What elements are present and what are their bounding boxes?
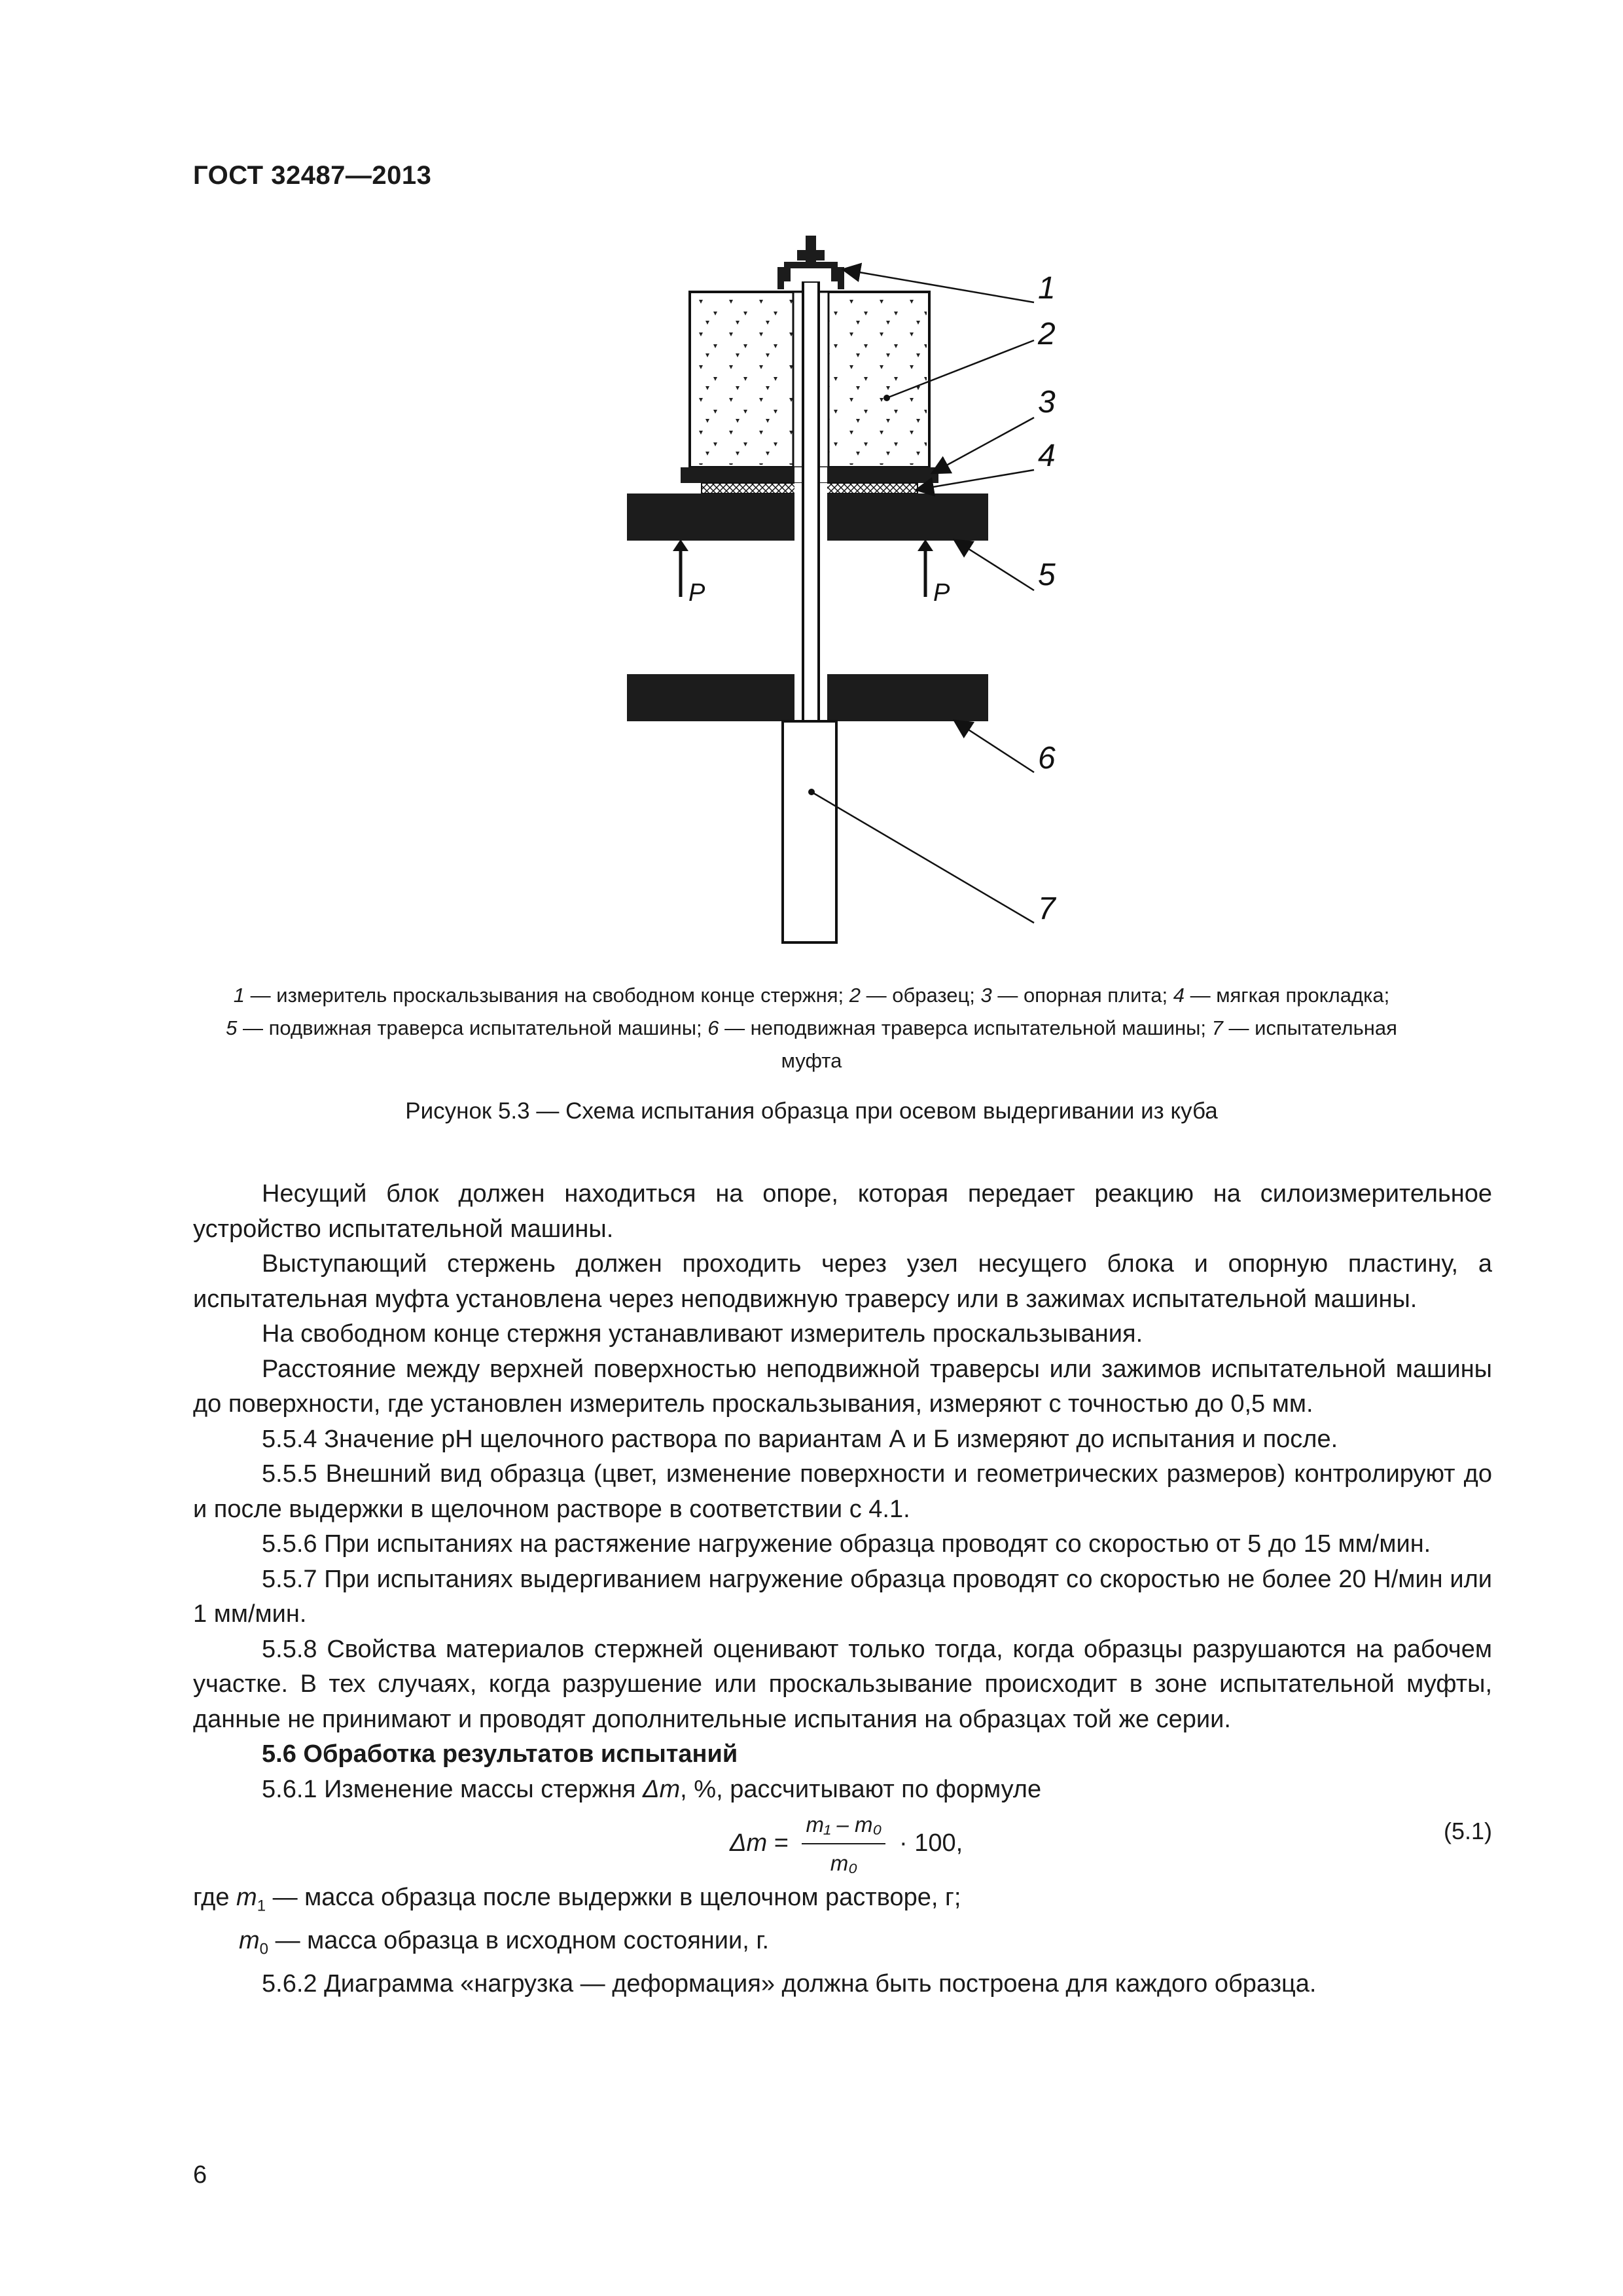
delta-m-symbol: Δm [643,1775,681,1803]
test-scheme-figure [0,0,1623,982]
clause-5-6-2: 5.6.2 Диаграмма «нагрузка — деформация» должна быть построена для каждого образца. [262,1970,1317,1998]
clause-5-5-4: 5.5.4 Значение рН щелочного раствора по вариантам А и Б измеряют до испытания и после. [262,1425,1338,1453]
clause-text: 5.6.1 Изменение массы стержня [262,1775,643,1803]
var-sub: 0 [259,1940,269,1958]
var-m: m [236,1884,257,1911]
clause-5-5-5: 5.5.5 Внешний вид образца (цвет, изменение поверхности и геометрических размеров) контролируют до и после выдержки в щелочном растворе в соответствии с 4.1. [193,1460,1492,1523]
page-number: 6 [193,2161,207,2189]
body-text [193,1177,1492,2002]
clause-5-5-8: 5.5.8 Свойства материалов стержней оценивают только тогда, когда образцы разрушаются на рабочем участке. В тех случаях, когда разрушение или проскальзывание происходит в зоне испытательной муфты, данные не принимают и проводят дополнительные испытания на образцах той же серии. [193,1635,1492,1733]
section-heading: 5.6 Обработка результатов испытаний [262,1740,738,1768]
force-label-left: P [688,579,705,607]
test-bar [803,281,819,721]
formula-lhs: Δm [730,1829,768,1857]
var-sub: 1 [257,1897,266,1915]
test-coupling [783,721,836,942]
paragraph: Расстояние между верхней поверхностью неподвижной траверсы или зажимов испытательной машины до поверхности, где установлен измеритель проскальзывания, измеряют с точностью до 0,5 мм. [193,1355,1492,1418]
legend-text: — образец; [861,984,981,1007]
leader-line-7 [812,792,1034,923]
formula-equals: = [767,1829,796,1857]
legend-num: 1 [233,984,245,1007]
formula [730,1807,963,1880]
legend-text: — подвижная траверса испытательной машины; [237,1016,708,1039]
figure-legend-line-1 [196,979,1427,1012]
clause-5-6-1 [193,1772,1492,1808]
callout-3: 3 [1038,385,1056,420]
callout-7: 7 [1038,891,1056,926]
formula-fraction [802,1807,885,1881]
formula-number: (5.1) [1443,1818,1492,1844]
legend-text: — испытательная [1222,1016,1397,1039]
leader-line-6 [955,721,1034,772]
load-arrow-right [918,539,933,597]
var-m: m [239,1927,260,1955]
load-arrow-left [673,539,688,597]
legend-num: 7 [1211,1016,1223,1039]
paragraph: Выступающий стержень должен проходить через узел несущего блока и опорную пластину, а испытательная муфта установлена через неподвижную траверсу или в зажимах испытательной машины. [193,1250,1492,1313]
paragraph: Несущий блок должен находиться на опоре, которая передает реакцию на силоизмерительное устройство испытательной машины. [193,1180,1492,1243]
figure-legend-line-3: муфта [781,1049,842,1072]
where-prefix: где [193,1884,237,1911]
where-m0 [193,1924,1492,1967]
clause-5-5-6: 5.5.6 При испытаниях на растяжение нагружение образца проводят со скоростью от 5 до 15 мм/мин. [262,1530,1431,1558]
legend-text: — измеритель проскальзывания на свободном конце стержня; [245,984,849,1007]
figure-legend-line-2 [196,1012,1427,1045]
formula-tail: · 100, [892,1829,963,1857]
legend-text: — мягкая прокладка; [1184,984,1390,1007]
formula-denominator: m₀ [830,1851,858,1875]
legend-num: 4 [1173,984,1185,1007]
legend-num: 5 [226,1016,238,1039]
formula-numerator: m₁ – m₀ [802,1807,885,1845]
formula-block [193,1807,1492,1880]
callout-6: 6 [1038,741,1056,776]
legend-text: — опорная плита; [991,984,1173,1007]
force-label-right: P [933,579,950,607]
legend-text: — неподвижная траверса испытательной машины; [719,1016,1212,1039]
where-text: — масса образца в исходном состоянии, г. [268,1927,770,1955]
where-m1 [193,1880,1492,1924]
legend-num: 2 [849,984,861,1007]
callout-2: 2 [1038,317,1056,351]
document-code-header: ГОСТ 32487—2013 [193,161,432,190]
callout-1: 1 [1038,271,1056,306]
figure-caption: Рисунок 5.3 — Схема испытания образца при осевом выдергивании из куба [405,1098,1218,1124]
clause-5-5-7: 5.5.7 При испытаниях выдергиванием нагружение образца проводят со скоростью не более 20 Н/мин или 1 мм/мин. [193,1565,1492,1628]
legend-num: 3 [980,984,992,1007]
paragraph: На свободном конце стержня устанавливают измеритель проскальзывания. [262,1320,1143,1348]
leader-line-5 [955,541,1034,590]
slip-gauge [777,236,844,289]
callout-4: 4 [1038,439,1056,473]
callout-5: 5 [1038,558,1056,592]
leader-line-3 [933,418,1034,473]
where-text: — масса образца после выдержки в щелочном растворе, г; [266,1884,961,1911]
legend-num: 6 [707,1016,719,1039]
clause-text: , %, рассчитывают по формуле [680,1775,1042,1803]
